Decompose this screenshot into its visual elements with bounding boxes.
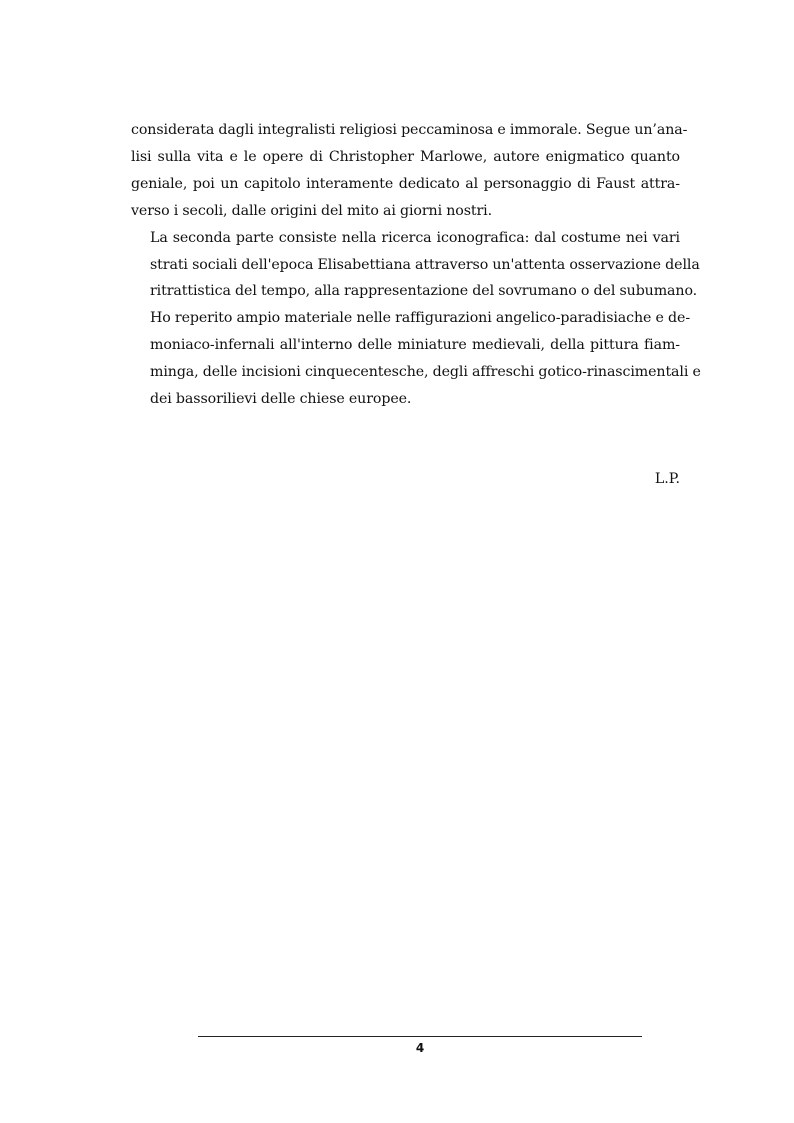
paragraph-1 — [131, 117, 688, 225]
author-signature: L.P. — [654, 471, 680, 487]
paragraph-2-line: minga, delle incisioni cinquecentesche, degli affreschi gotico-rinascimentali e — [150, 364, 701, 381]
paragraph-2-line: La seconda parte consiste nella ricerca iconografica: dal costume nei vari — [150, 229, 680, 246]
paragraph-1-line: considerata dagli integralisti religiosi peccaminosa e immorale. Segue un’ana- — [131, 122, 688, 138]
paragraph-1-line: lisi sulla vita e le opere di Christopher Marlowe, autore enigmatico quanto — [131, 148, 680, 165]
paragraph-1-line: verso i secoli, dalle origini del mito ai giorni nostri. — [131, 202, 493, 219]
paragraph-2-line: ritrattistica del tempo, alla rappresentazione del sovrumano o del subumano. — [150, 283, 698, 300]
body-text — [131, 117, 701, 413]
paragraph-2-line: dei bassorilievi delle chiese europee. — [150, 391, 412, 408]
page-number: 4 — [415, 1041, 425, 1055]
footer-divider — [198, 1036, 642, 1037]
paragraph-2-line: strati sociali dell'epoca Elisabettiana attraverso un'attenta osservazione della — [150, 256, 700, 273]
paragraph-1-line: geniale, poi un capitolo interamente dedicato al personaggio di Faust attra- — [131, 175, 680, 192]
paragraph-2-line: Ho reperito ampio materiale nelle raffigurazioni angelico-paradisiache e de- — [150, 310, 691, 327]
paragraph-2 — [131, 225, 701, 413]
paragraph-2-line: moniaco-infernali all'interno delle miniature medievali, della pittura fiam- — [150, 337, 680, 354]
